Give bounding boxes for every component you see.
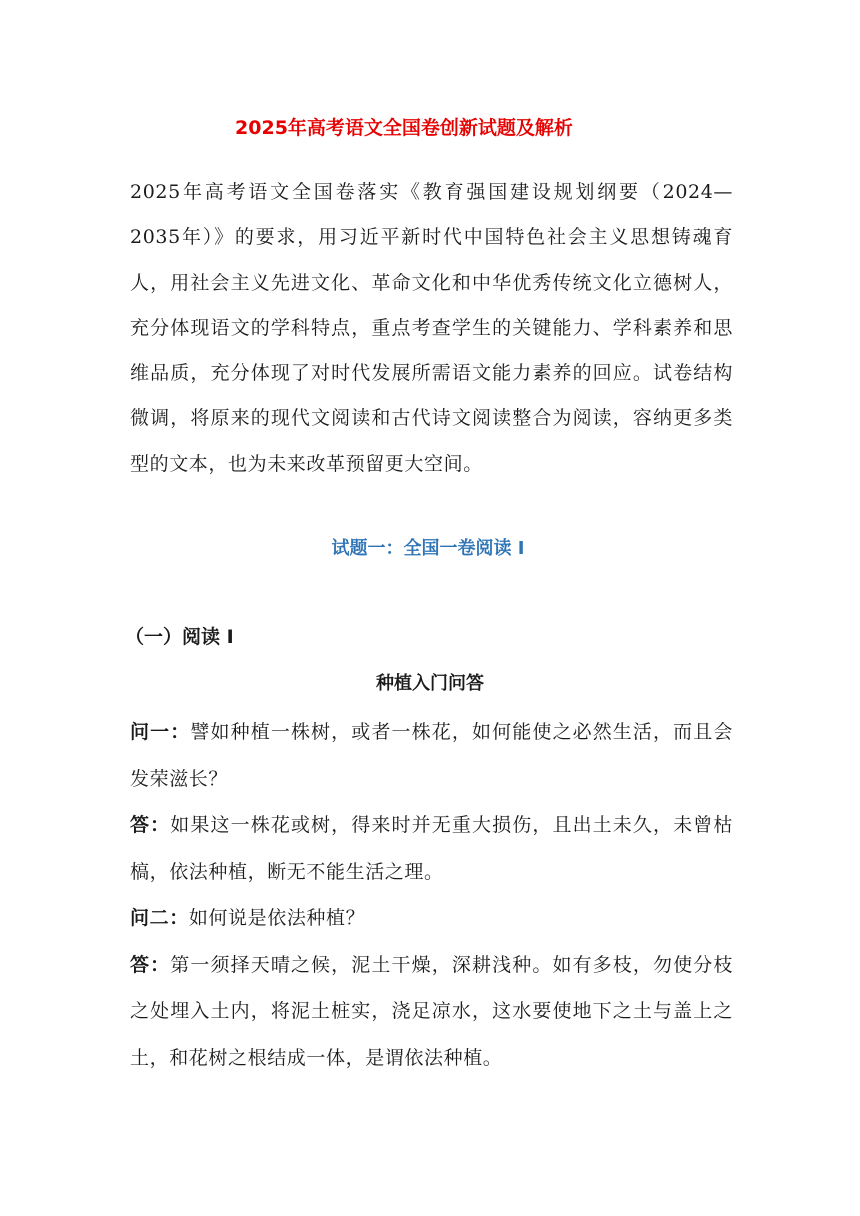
- qa-label: 答：: [130, 953, 171, 976]
- passage-title: 种植入门问答: [376, 673, 484, 694]
- qa-text: 如何说是依法种植？: [188, 907, 366, 929]
- qa-item-question-1: [130, 709, 733, 802]
- section-heading: 试题一：全国一卷阅读 I: [331, 538, 525, 559]
- qa-label: 问一：: [130, 721, 191, 743]
- qa-text: 如果这一株花或树，得来时并无重大损伤，且出土未久，未曾枯槁，依法种植，断无不能生活之理。: [130, 814, 733, 883]
- intro-paragraph: 2025年高考语文全国卷落实《教育强国建设规划纲要（2024—2035年）》的要求，用习近平新时代中国特色社会主义思想铸魂育人，用社会主义先进文化、革命文化和中华优秀传统文化立德树人，充分体现语文的学科特点，重点考查学生的关键能力、学科素养和思维品质，充分体现了对时代发展所需语文能力素养的回应。试卷结构微调，将原来的现代文阅读和古代诗文阅读整合为阅读，容纳更多类型的文本，也为未来改革预留更大空间。: [130, 181, 733, 475]
- qa-item-answer-2: [130, 942, 733, 1082]
- document-title: 2025年高考语文全国卷创新试题及解析: [235, 117, 573, 139]
- qa-label: 答：: [130, 814, 171, 836]
- part-heading: （一）阅读 I: [125, 626, 234, 648]
- qa-item-answer-1: [130, 802, 733, 895]
- qa-list: [130, 709, 733, 1081]
- qa-label: 问二：: [130, 907, 189, 929]
- qa-item-question-2: [130, 895, 733, 942]
- qa-text: 譬如种植一株树，或者一株花，如何能使之必然生活，而且会发荣滋长？: [130, 721, 733, 790]
- qa-text: 第一须择天晴之候，泥土干燥，深耕浅种。如有多枝，勿使分枝之处埋入土内，将泥土桩实，浇足凉水，这水要使地下之土与盖上之土，和花树之根结成一体，是谓依法种植。: [130, 953, 733, 1069]
